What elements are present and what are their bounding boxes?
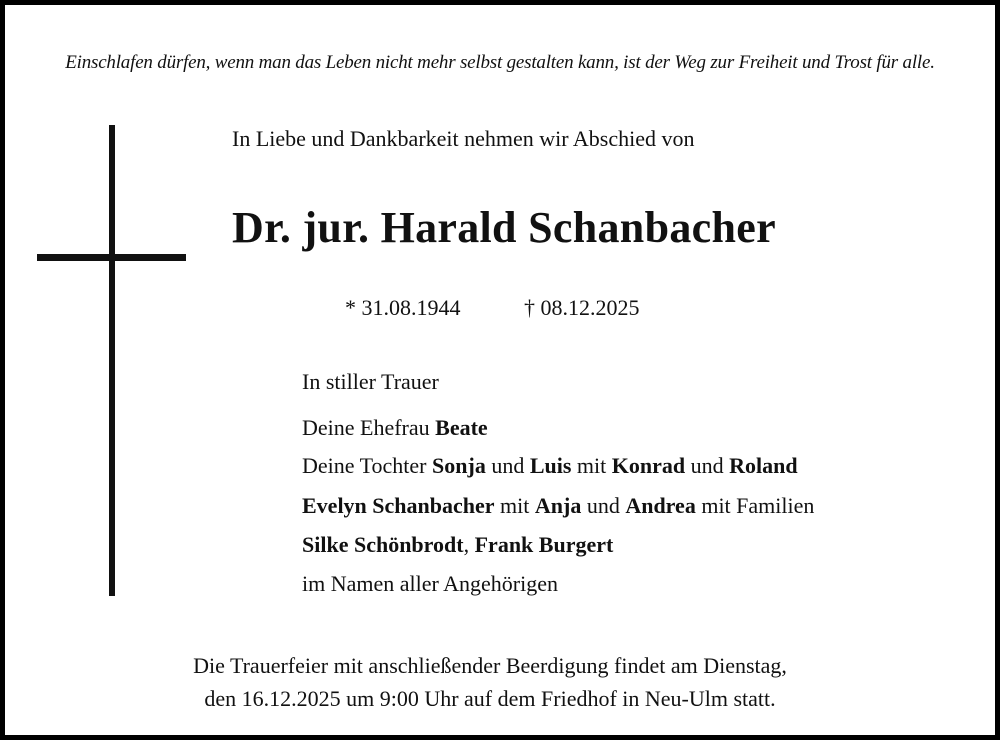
cross-icon-bar — [37, 254, 186, 261]
mourner-name: Roland — [729, 453, 798, 478]
mourner-name: Evelyn Schanbacher — [302, 493, 495, 518]
intro-text: In Liebe und Dankbarkeit nehmen wir Abschied von — [232, 126, 695, 151]
mourner-text: mit — [494, 493, 535, 518]
mourner-name: Anja — [534, 493, 582, 518]
closing-line-2: den 16.12.2025 um 9:00 Uhr auf dem Friedhof in Neu-Ulm statt. — [204, 686, 776, 711]
mourner-text: im Namen aller Angehörigen — [302, 571, 558, 596]
mourner-text: Deine Tochter — [302, 453, 433, 478]
mourner-name: Konrad — [611, 453, 686, 478]
deceased-name: Dr. jur. Harald Schanbacher — [232, 203, 776, 252]
mourner-line — [302, 453, 798, 479]
birth-date: * 31.08.1944 — [345, 295, 461, 320]
mourner-name: Frank Burgert — [474, 532, 614, 557]
mourner-text: und — [581, 493, 626, 518]
mourner-name: Beate — [435, 415, 488, 440]
mourner-text: In stiller Trauer — [302, 369, 439, 394]
mourner-name: Luis — [529, 453, 572, 478]
closing-line-1: Die Trauerfeier mit anschließender Beerdigung findet am Dienstag, — [193, 653, 787, 678]
mourner-text: mit — [571, 453, 612, 478]
mourner-line — [302, 493, 814, 519]
mourner-text: und — [485, 453, 530, 478]
mourner-text: Deine Ehefrau — [302, 415, 436, 440]
mourner-text: mit Familien — [695, 493, 815, 518]
mourner-name: Andrea — [625, 493, 696, 518]
quote: Einschlafen dürfen, wenn man das Leben nicht mehr selbst gestalten kann, ist der Weg zur Freiheit und Trost für alle. — [65, 52, 935, 73]
mourner-line — [302, 369, 439, 395]
mourner-text: und — [685, 453, 730, 478]
mourner-text: , — [463, 532, 475, 557]
death-date: † 08.12.2025 — [524, 295, 640, 320]
mourner-line — [302, 532, 613, 558]
cross-icon — [109, 125, 115, 596]
mourner-line — [302, 415, 488, 441]
mourner-name: Silke Schönbrodt — [302, 532, 464, 557]
mourner-line — [302, 571, 558, 597]
mourner-name: Sonja — [432, 453, 486, 478]
